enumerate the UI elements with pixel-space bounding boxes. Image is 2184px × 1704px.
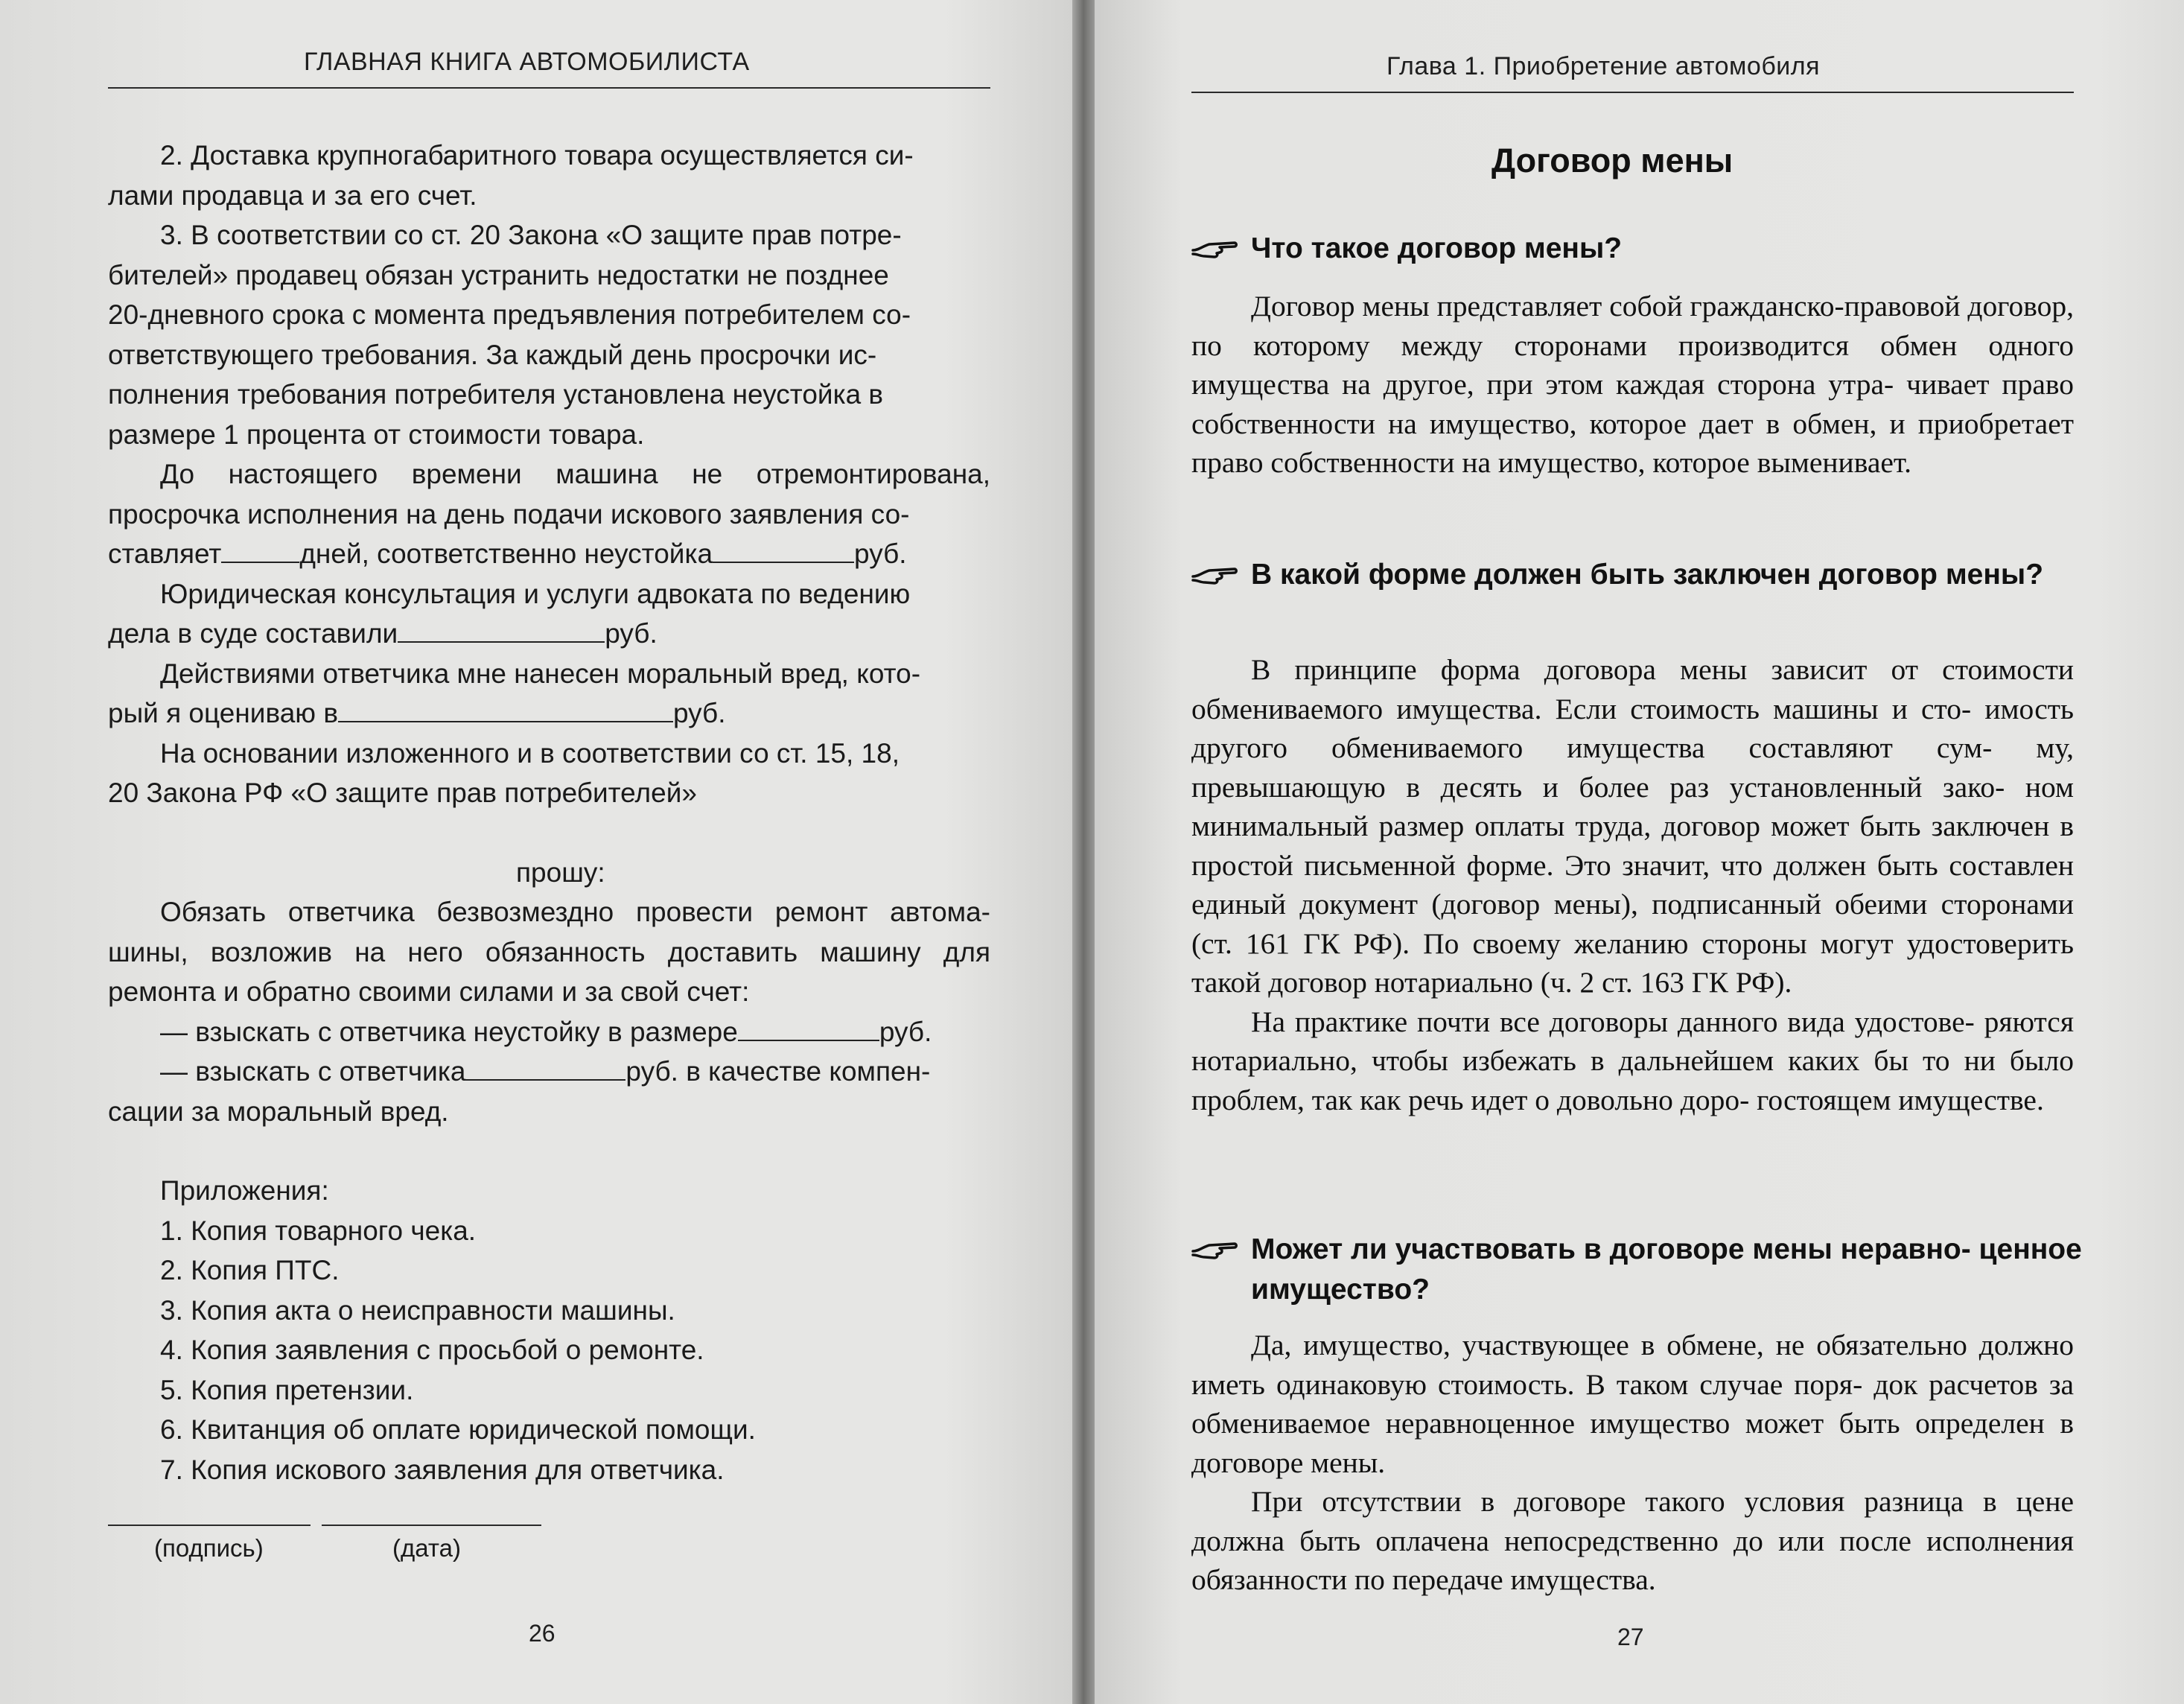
compensation-blank [465,1060,625,1081]
oblige-paragraph: Обязать ответчика безвозмездно провести ремонт автома- шины, возложив на него обязанность доставить машину для ремонта и обратно своими силами и за свой счет: [108,897,990,1007]
repair-paragraph: До настоящего времени машина не отремонтирована, просрочка исполнения на день подачи искового заявления со- [108,459,990,530]
overdue-text-b: дней, соответственно неустойка [299,538,713,569]
right-running-head: Глава 1. Приобретение автомобиля [1387,52,1821,80]
left-header-rule [108,87,990,89]
item-3-line-1: 3. В соответствии со ст. 20 Закона «О защите прав потре- [160,220,902,250]
comp-text-a: — взыскать с ответчика [160,1056,466,1087]
left-running-head: ГЛАВНАЯ КНИГА АВТОМОБИЛИСТА [304,48,750,76]
basis-line-1: На основании изложенного и в соответствии со ст. 15, 18, [160,737,900,769]
compensation-line-2: сации за моральный вред. [108,1096,449,1127]
book-gutter [1072,0,1095,1704]
item-2-line-1: 2. Доставка крупногабаритного товара осуществляется си- [160,140,914,171]
moral-text-a: рый я оцениваю в [108,698,338,728]
pointing-hand-icon [1191,231,1244,270]
item-3-line-3: 20-дневного срока с момента предъявления потребителем со- [108,299,911,330]
date-line [322,1525,541,1526]
answer-2 [1191,650,2074,1119]
item-3-line-5: полнения требования потребителя установлена неустойка в [108,379,884,410]
penalty-text-b: руб. [879,1016,932,1047]
item-2-line-2: лами продавца и за его счет. [108,179,477,211]
pointing-hand-icon [1191,557,1244,596]
days-blank [221,542,299,563]
attachment-item: 2. Копия ПТС. [160,1255,340,1285]
right-header-rule [1191,92,2074,93]
left-body [108,136,990,1490]
comp-text-b: руб. в качестве компен- [625,1056,931,1087]
legal-text-b: руб. [605,618,658,649]
moral-amount-blank [338,702,673,722]
question-1-text: Что такое договор мены? [1251,232,1623,264]
moral-line-1: Действиями ответчика мне нанесен моральный вред, кото- [160,658,921,689]
answer-2b-paragraph: На практике почти все договоры данного вида удостове- ряются нотариально, чтобы избежать в дальнейшем каких бы то ни было проблем, так как речь идет о довольно доро- гостоящем имуществе. [1191,1005,2074,1116]
question-3-text: Может ли участвовать в договоре мены неравно- ценное имущество? [1251,1233,2082,1306]
answer-1 [1191,287,2074,483]
attachments-title: Приложения: [160,1175,329,1206]
answer-1-paragraph: Договор мены представляет собой гражданско-правовой договор, по которому между сторонами производится обмен одного имущества на другое, при этом каждая сторона утра- чивает право собственности на имущество, которое дает в обмен, и приобретает право собственности на имущество, которое выменивает. [1191,290,2074,479]
attachment-item: 6. Квитанция об оплате юридической помощи. [160,1414,756,1445]
penalty-text-a: — взыскать с ответчика неустойку в размере [160,1016,738,1047]
section-title: Договор мены [1491,142,1733,179]
request-word: прошу: [516,856,605,888]
penalty-blank [713,542,854,563]
legal-text-a: дела в суде составили [108,618,398,649]
attachment-item: 1. Копия товарного чека. [160,1215,477,1246]
overdue-line [108,534,990,574]
question-3-heading [1191,1230,2137,1309]
penalty-demand-blank [738,1020,879,1041]
question-1-heading [1191,229,2078,270]
legal-cost-blank [398,622,605,643]
moral-line-2 [108,693,990,734]
answer-3b-paragraph: При отсутствии в договоре такого условия разница в цене должна быть оплачена непосредственно до или после исполнения обязанности по передаче имущества. [1191,1485,2074,1596]
signature-line [108,1525,311,1526]
item-3-line-4: ответствующего требования. За каждый день просрочки ис- [108,339,877,370]
item-3-line-2: бителей» продавец обязан устранить недостатки не позднее [108,259,889,290]
attachment-item: 5. Копия претензии. [160,1374,414,1405]
compensation-line-1 [108,1052,990,1092]
attachment-item: 4. Копия заявления с просьбой о ремонте. [160,1335,704,1365]
date-label: (дата) [392,1534,461,1562]
legal-line-1: Юридическая консультация и услуги адвоката по ведению [160,578,911,609]
basis-line-2: 20 Закона РФ «О защите прав потребителей» [108,778,697,808]
right-page-number: 27 [1617,1624,1644,1650]
left-page-number: 26 [529,1620,555,1647]
legal-line-2 [108,614,990,654]
item-3-line-6: размере 1 процента от стоимости товара. [108,419,645,450]
question-2-heading [1191,556,2137,596]
pointing-hand-icon [1191,1232,1244,1271]
answer-3 [1191,1326,2074,1600]
attachment-item: 7. Копия искового заявления для ответчика. [160,1454,725,1485]
moral-text-b: руб. [672,698,726,728]
answer-3-paragraph: Да, имущество, участвующее в обмене, не обязательно должно иметь одинаковую стоимость. В таком случае поря- док расчетов за обмениваемое неравноценное имущество может быть определен в договоре мены. [1191,1329,2074,1479]
signature-label: (подпись) [154,1534,264,1562]
attachment-item: 3. Копия акта о неисправности машины. [160,1294,675,1326]
overdue-text-a: ставляет [108,538,222,569]
answer-2-paragraph: В принципе форма договора мены зависит от стоимости обмениваемого имущества. Если стоимость машины и сто- имость другого обмениваемого имущества составляют сум- му, превышающую в десять и более раз установленный зако- ном минимальный размер оплаты труда, договор может быть заключен в простой письменной форме. Это значит, что должен быть составлен единый документ (договор мены), подписанный обеими сторонами (ст. 161 ГК РФ). По своему желанию стороны могут удостоверить такой договор нотариально (ч. 2 ст. 163 ГК РФ). [1191,653,2074,999]
overdue-text-c: руб. [854,538,907,569]
penalty-demand-line [108,1012,990,1052]
question-2-text: В какой форме должен быть заключен договор мены? [1251,559,2044,591]
